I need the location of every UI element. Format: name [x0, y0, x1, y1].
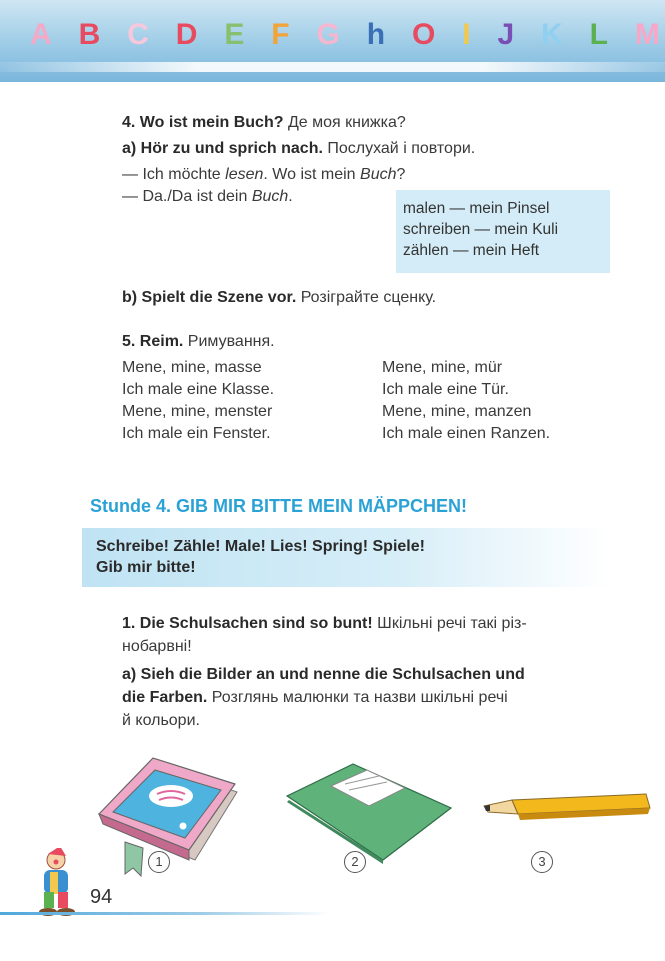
banner-letter: G — [316, 18, 340, 51]
ex4-dialogue-line-2: — Da./Da ist dein Buch. — [122, 188, 293, 205]
book-illustration — [85, 752, 265, 882]
banner-letter: I — [462, 18, 471, 51]
clown-mascot — [30, 848, 92, 918]
rhyme-left-line: Ich male eine Klasse. — [122, 381, 275, 398]
item-number: 1 — [148, 851, 170, 873]
banner-letter: L — [589, 18, 608, 51]
banner-letters — [30, 18, 660, 52]
ex1-a-instruction-3: й кольори. — [122, 712, 200, 729]
vocab-box — [396, 190, 610, 273]
ex1-title: 1. Die Schulsachen sind so bunt! Шкільні речі такі різ- — [122, 615, 527, 632]
rhyme-left-line: Ich male ein Fenster. — [122, 425, 271, 442]
vocab-line: schreiben — mein Kuli — [403, 221, 559, 238]
banner-letter: K — [541, 18, 563, 51]
rhyme-left-line: Mene, mine, masse — [122, 359, 262, 376]
banner-letter: D — [175, 18, 198, 51]
ex4-title: 4. Wo ist mein Buch? Де моя книжка? — [122, 114, 406, 131]
notebook-illustration — [283, 760, 463, 870]
rhyme-right-line: Mene, mine, mür — [382, 359, 503, 376]
ex4-a-instruction: a) Hör zu und sprich nach. Послухай і повтори. — [122, 140, 476, 157]
ex1-title-cont: нобарвні! — [122, 638, 192, 655]
lesson-heading: Stunde 4. GIB MIR BITTE MEIN MÄPPCHEN! — [90, 496, 468, 516]
banner-letter: E — [224, 18, 245, 51]
commands-line-2: Gib mir bitte! — [96, 559, 196, 576]
vocab-line: malen — mein Pinsel — [403, 200, 550, 217]
banner-letter: C — [127, 18, 149, 51]
pencil-illustration — [478, 790, 658, 840]
banner-letter: h — [366, 18, 386, 51]
ex1-a-instruction-2: die Farben. Розглянь малюнки та назви шкільні речі — [122, 689, 508, 706]
ex4-dialogue-line-1: — Ich möchte lesen. Wo ist mein Buch? — [122, 166, 406, 183]
footer-line — [0, 912, 330, 915]
commands-line-1: Schreibe! Zähle! Male! Lies! Spring! Spiele! — [96, 538, 425, 555]
page-number: 94 — [90, 886, 113, 908]
banner-letter: A — [30, 18, 52, 51]
alphabet-banner — [0, 0, 665, 82]
rhyme-right-line: Ich male einen Ranzen. — [382, 425, 551, 442]
vocab-line: zählen — mein Heft — [403, 242, 540, 259]
banner-letter: F — [271, 18, 290, 51]
item-number: 2 — [344, 851, 366, 873]
commands-box — [82, 528, 610, 587]
rhyme-right-line: Mene, mine, manzen — [382, 403, 532, 420]
item-number: 3 — [531, 851, 553, 873]
ex5-title: 5. Reim. Римування. — [122, 333, 275, 350]
banner-streak — [0, 62, 665, 72]
banner-letter: O — [411, 18, 436, 51]
banner-letter: J — [497, 18, 515, 51]
ex4-b-instruction: b) Spielt die Szene vor. Розіграйте сценку. — [122, 289, 437, 306]
banner-letter: B — [78, 18, 101, 51]
banner-letter: M — [634, 18, 660, 51]
rhyme-right-line: Ich male eine Tür. — [382, 381, 509, 398]
rhyme-left-line: Mene, mine, menster — [122, 403, 273, 420]
ex1-a-instruction-1: a) Sieh die Bilder an und nenne die Schulsachen und — [122, 666, 525, 683]
